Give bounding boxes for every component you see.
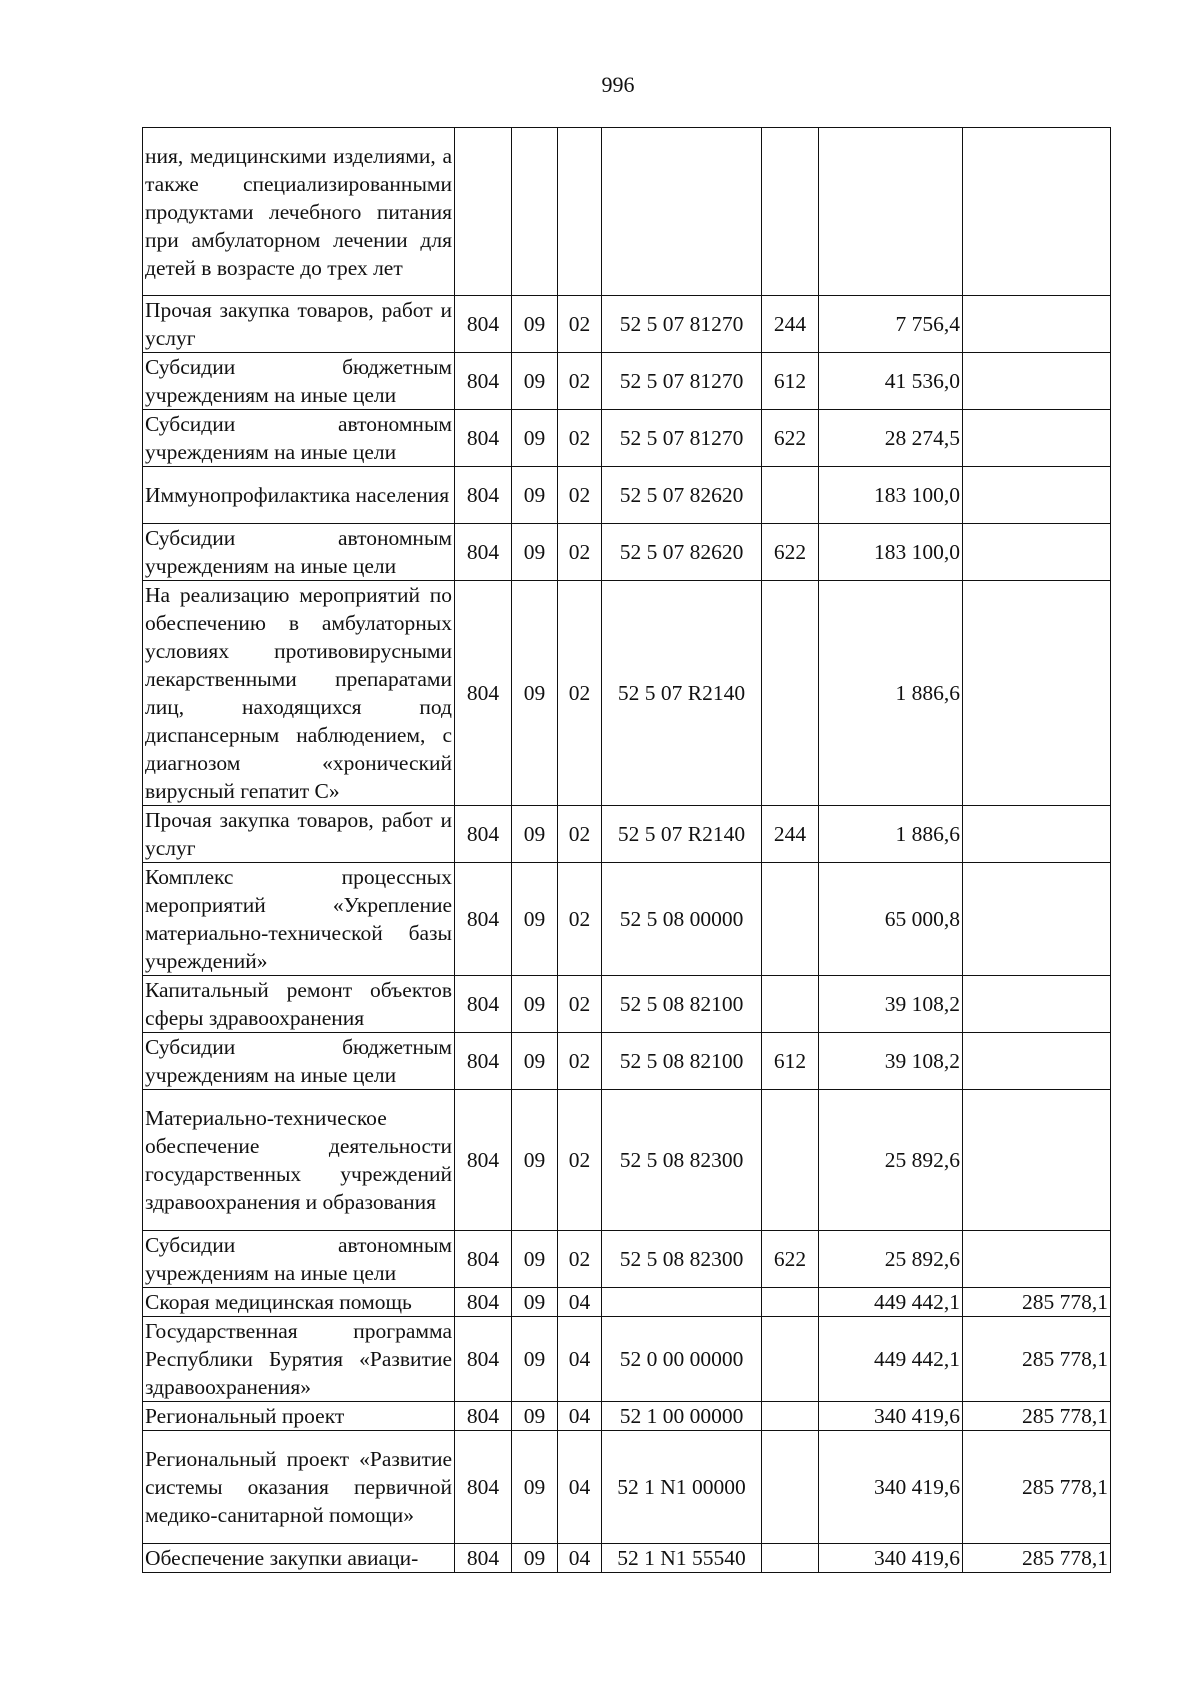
section-code: 09 xyxy=(512,296,558,353)
target-article-code: 52 5 07 81270 xyxy=(602,353,762,410)
row-description: Скорая медицинская помощь xyxy=(143,1288,455,1317)
amount-federal xyxy=(963,410,1111,467)
section-code: 09 xyxy=(512,410,558,467)
amount-current: 183 100,0 xyxy=(819,524,963,581)
subsection-code: 02 xyxy=(558,410,602,467)
amount-federal: 285 778,1 xyxy=(963,1431,1111,1544)
section-code: 09 xyxy=(512,524,558,581)
table-row xyxy=(143,1544,1111,1573)
section-code: 09 xyxy=(512,806,558,863)
section-code: 09 xyxy=(512,1431,558,1544)
ministry-code: 804 xyxy=(455,524,512,581)
target-article-code: 52 5 07 81270 xyxy=(602,296,762,353)
subsection-code: 02 xyxy=(558,296,602,353)
row-description: Субсидии бюджетным учреждениям на иные цели xyxy=(143,353,455,410)
section-code: 09 xyxy=(512,353,558,410)
subsection-code: 04 xyxy=(558,1402,602,1431)
expense-type-code: 244 xyxy=(762,806,819,863)
section-code: 09 xyxy=(512,467,558,524)
section-code: 09 xyxy=(512,1317,558,1402)
row-description: Субсидии автономным учреждениям на иные цели xyxy=(143,1231,455,1288)
table-row xyxy=(143,128,1111,296)
amount-current: 183 100,0 xyxy=(819,467,963,524)
expense-type-code xyxy=(762,128,819,296)
table-row xyxy=(143,1402,1111,1431)
amount-current: 1 886,6 xyxy=(819,806,963,863)
row-description: Капитальный ремонт объектов сферы здравоохранения xyxy=(143,976,455,1033)
amount-current: 65 000,8 xyxy=(819,863,963,976)
amount-federal xyxy=(963,524,1111,581)
target-article-code: 52 5 07 82620 xyxy=(602,467,762,524)
subsection-code: 04 xyxy=(558,1431,602,1544)
page-number: 996 xyxy=(601,72,635,97)
table-row xyxy=(143,1317,1111,1402)
expense-type-code xyxy=(762,581,819,806)
ministry-code: 804 xyxy=(455,1090,512,1231)
amount-current: 39 108,2 xyxy=(819,976,963,1033)
row-description: Субсидии автономным учреждениям на иные цели xyxy=(143,410,455,467)
amount-current: 41 536,0 xyxy=(819,353,963,410)
table-row xyxy=(143,806,1111,863)
table-row xyxy=(143,1431,1111,1544)
subsection-code: 02 xyxy=(558,1090,602,1231)
section-code: 09 xyxy=(512,1090,558,1231)
table-row xyxy=(143,976,1111,1033)
expense-type-code: 622 xyxy=(762,524,819,581)
subsection-code: 02 xyxy=(558,863,602,976)
amount-current xyxy=(819,128,963,296)
table-row xyxy=(143,1033,1111,1090)
section-code: 09 xyxy=(512,1231,558,1288)
ministry-code: 804 xyxy=(455,410,512,467)
target-article-code: 52 1 N1 00000 xyxy=(602,1431,762,1544)
subsection-code: 02 xyxy=(558,1033,602,1090)
ministry-code: 804 xyxy=(455,976,512,1033)
expense-type-code: 622 xyxy=(762,1231,819,1288)
section-code: 09 xyxy=(512,581,558,806)
amount-current: 1 886,6 xyxy=(819,581,963,806)
ministry-code xyxy=(455,128,512,296)
subsection-code: 02 xyxy=(558,976,602,1033)
amount-federal xyxy=(963,296,1111,353)
section-code: 09 xyxy=(512,976,558,1033)
amount-federal xyxy=(963,581,1111,806)
subsection-code: 02 xyxy=(558,467,602,524)
amount-federal xyxy=(963,467,1111,524)
row-description: Региональный проект «Развитие системы оказания первичной медико-санитарной помощи» xyxy=(143,1431,455,1544)
table-row xyxy=(143,467,1111,524)
expense-type-code xyxy=(762,1090,819,1231)
section-code: 09 xyxy=(512,1402,558,1431)
table-row xyxy=(143,1231,1111,1288)
expense-type-code xyxy=(762,976,819,1033)
target-article-code: 52 5 07 82620 xyxy=(602,524,762,581)
amount-current: 25 892,6 xyxy=(819,1231,963,1288)
section-code xyxy=(512,128,558,296)
expense-type-code: 612 xyxy=(762,1033,819,1090)
amount-current: 340 419,6 xyxy=(819,1431,963,1544)
subsection-code xyxy=(558,128,602,296)
amount-federal xyxy=(963,863,1111,976)
target-article-code xyxy=(602,128,762,296)
section-code: 09 xyxy=(512,1033,558,1090)
expense-type-code xyxy=(762,863,819,976)
expense-type-code xyxy=(762,1544,819,1573)
table-row xyxy=(143,296,1111,353)
amount-current: 25 892,6 xyxy=(819,1090,963,1231)
target-article-code: 52 5 07 R2140 xyxy=(602,806,762,863)
row-description: Субсидии бюджетным учреждениям на иные цели xyxy=(143,1033,455,1090)
subsection-code: 04 xyxy=(558,1317,602,1402)
target-article-code: 52 5 08 82100 xyxy=(602,976,762,1033)
table-row xyxy=(143,581,1111,806)
ministry-code: 804 xyxy=(455,1231,512,1288)
section-code: 09 xyxy=(512,1544,558,1573)
ministry-code: 804 xyxy=(455,1431,512,1544)
amount-federal xyxy=(963,1231,1111,1288)
expense-type-code: 612 xyxy=(762,353,819,410)
target-article-code: 52 5 08 82300 xyxy=(602,1231,762,1288)
subsection-code: 04 xyxy=(558,1544,602,1573)
ministry-code: 804 xyxy=(455,1544,512,1573)
row-description: На реализацию мероприятий по обеспечению в амбулаторных условиях противовирусными лекарственными препаратами лиц, находящихся под диспансерным наблюдением, с диагнозом «хронический вирусный гепатит С» xyxy=(143,581,455,806)
expense-type-code: 622 xyxy=(762,410,819,467)
amount-federal: 285 778,1 xyxy=(963,1544,1111,1573)
ministry-code: 804 xyxy=(455,467,512,524)
table-row xyxy=(143,410,1111,467)
table-row xyxy=(143,1090,1111,1231)
table-row xyxy=(143,353,1111,410)
amount-federal: 285 778,1 xyxy=(963,1317,1111,1402)
amount-federal xyxy=(963,806,1111,863)
ministry-code: 804 xyxy=(455,863,512,976)
amount-federal xyxy=(963,1033,1111,1090)
budget-table xyxy=(142,127,1111,1573)
amount-current: 449 442,1 xyxy=(819,1288,963,1317)
amount-federal xyxy=(963,128,1111,296)
expense-type-code xyxy=(762,1317,819,1402)
amount-federal xyxy=(963,353,1111,410)
ministry-code: 804 xyxy=(455,1033,512,1090)
ministry-code: 804 xyxy=(455,1288,512,1317)
section-code: 09 xyxy=(512,863,558,976)
amount-federal: 285 778,1 xyxy=(963,1402,1111,1431)
target-article-code: 52 5 07 81270 xyxy=(602,410,762,467)
target-article-code: 52 1 00 00000 xyxy=(602,1402,762,1431)
target-article-code: 52 5 08 82300 xyxy=(602,1090,762,1231)
row-description: Региональный проект xyxy=(143,1402,455,1431)
target-article-code xyxy=(602,1288,762,1317)
ministry-code: 804 xyxy=(455,1317,512,1402)
subsection-code: 02 xyxy=(558,806,602,863)
expense-type-code xyxy=(762,467,819,524)
row-description: Иммунопрофилактика населения xyxy=(143,467,455,524)
subsection-code: 02 xyxy=(558,353,602,410)
target-article-code: 52 0 00 00000 xyxy=(602,1317,762,1402)
row-description: ния, медицинскими изделиями, а также специализированными продуктами лечебного питания при амбулаторном лечении для детей в возрасте до трех лет xyxy=(143,128,455,296)
amount-current: 340 419,6 xyxy=(819,1402,963,1431)
table-row xyxy=(143,524,1111,581)
table-row xyxy=(143,1288,1111,1317)
amount-current: 340 419,6 xyxy=(819,1544,963,1573)
amount-federal xyxy=(963,1090,1111,1231)
row-description: Прочая закупка товаров, работ и услуг xyxy=(143,296,455,353)
subsection-code: 02 xyxy=(558,1231,602,1288)
row-description: Комплекс процессных мероприятий «Укрепление материально-технической базы учреждений» xyxy=(143,863,455,976)
row-description: Субсидии автономным учреждениям на иные цели xyxy=(143,524,455,581)
expense-type-code xyxy=(762,1288,819,1317)
target-article-code: 52 1 N1 55540 xyxy=(602,1544,762,1573)
expense-type-code xyxy=(762,1402,819,1431)
section-code: 09 xyxy=(512,1288,558,1317)
amount-federal: 285 778,1 xyxy=(963,1288,1111,1317)
row-description: Материально-техническое обеспечение деятельности государственных учреждений здравоохранения и образования xyxy=(143,1090,455,1231)
amount-current: 28 274,5 xyxy=(819,410,963,467)
subsection-code: 02 xyxy=(558,524,602,581)
amount-current: 449 442,1 xyxy=(819,1317,963,1402)
amount-current: 7 756,4 xyxy=(819,296,963,353)
row-description: Государственная программа Республики Бурятия «Развитие здравоохранения» xyxy=(143,1317,455,1402)
subsection-code: 02 xyxy=(558,581,602,806)
ministry-code: 804 xyxy=(455,581,512,806)
amount-federal xyxy=(963,976,1111,1033)
target-article-code: 52 5 08 00000 xyxy=(602,863,762,976)
row-description: Прочая закупка товаров, работ и услуг xyxy=(143,806,455,863)
expense-type-code: 244 xyxy=(762,296,819,353)
row-description: Обеспечение закупки авиаци- xyxy=(143,1544,455,1573)
table-row xyxy=(143,863,1111,976)
ministry-code: 804 xyxy=(455,296,512,353)
expense-type-code xyxy=(762,1431,819,1544)
ministry-code: 804 xyxy=(455,353,512,410)
target-article-code: 52 5 07 R2140 xyxy=(602,581,762,806)
subsection-code: 04 xyxy=(558,1288,602,1317)
amount-current: 39 108,2 xyxy=(819,1033,963,1090)
ministry-code: 804 xyxy=(455,1402,512,1431)
target-article-code: 52 5 08 82100 xyxy=(602,1033,762,1090)
ministry-code: 804 xyxy=(455,806,512,863)
